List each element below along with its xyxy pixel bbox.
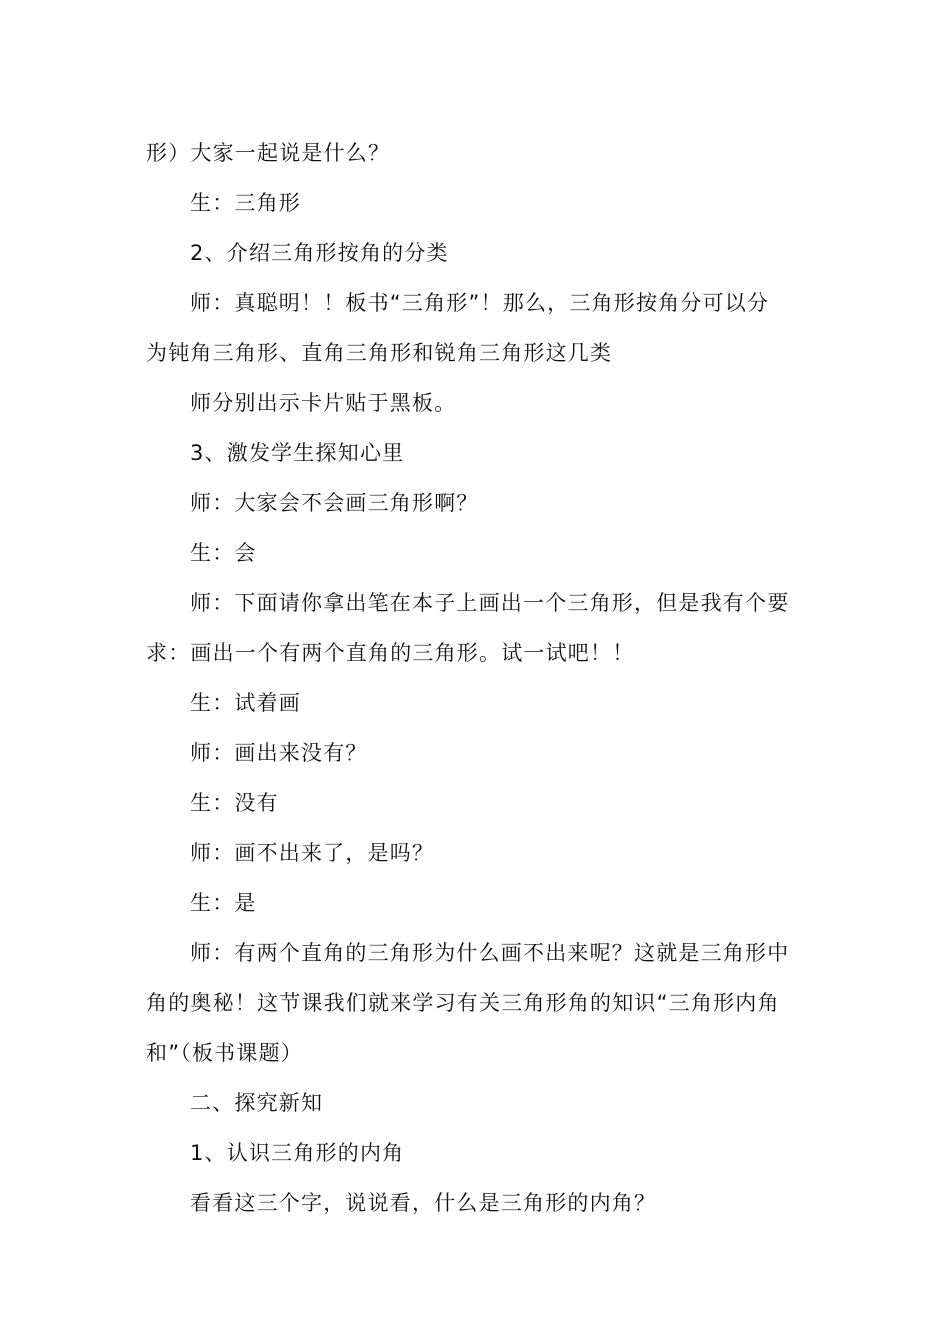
text-line: 师：大家会不会画三角形啊？	[190, 491, 479, 515]
text-line: 生：是	[190, 891, 257, 915]
section-heading: 二、探究新知	[190, 1091, 324, 1115]
text-line: 和”（板书课题）	[146, 1041, 303, 1065]
text-line: 形）大家一起说是什么？	[146, 141, 391, 165]
text-line: 师：画出来没有？	[190, 741, 368, 765]
text-line: 师：下面请你拿出笔在本子上画出一个三角形，但是我有个要	[190, 591, 790, 615]
document-body	[146, 128, 812, 1228]
text-line: 生：三角形	[190, 191, 301, 215]
text-line: 生：试着画	[190, 691, 301, 715]
text-line: 师：真聪明！！板书“三角形”！那么，三角形按角分可以分	[190, 291, 770, 315]
text-line: 角的奥秘！这节课我们就来学习有关三角形角的知识“三角形内角	[146, 991, 780, 1015]
text-line: 师分别出示卡片贴于黑板。	[190, 391, 457, 415]
text-line: 师：有两个直角的三角形为什么画不出来呢？这就是三角形中	[190, 941, 790, 965]
text-line: 师：画不出来了，是吗？	[190, 841, 435, 865]
text-line: 看看这三个字，说说看，什么是三角形的内角？	[190, 1191, 657, 1215]
section-heading: 2、介绍三角形按角的分类	[190, 241, 449, 265]
text-line: 为钝角三角形、直角三角形和锐角三角形这几类	[146, 341, 613, 365]
text-line: 求：画出一个有两个直角的三角形。试一试吧！！	[146, 641, 635, 665]
section-heading: 1、认识三角形的内角	[190, 1141, 405, 1165]
text-line: 生：会	[190, 541, 257, 565]
section-heading: 3、激发学生探知心里	[190, 441, 405, 465]
text-line: 生：没有	[190, 791, 279, 815]
